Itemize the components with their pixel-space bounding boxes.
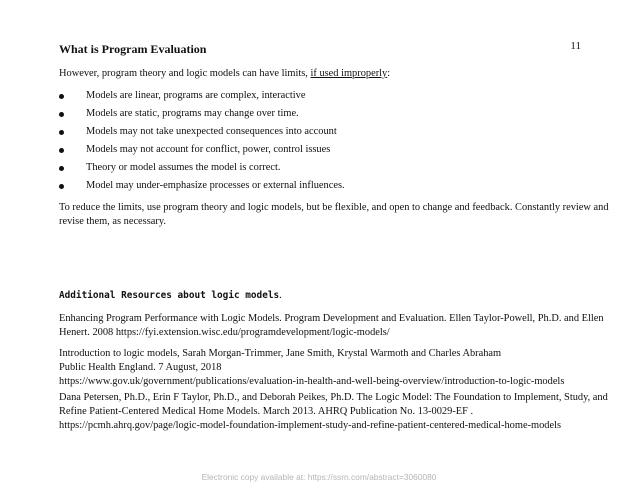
list-item-text: Model may under-emphasize processes or external influences. bbox=[86, 180, 345, 191]
reference-line: Enhancing Program Performance with Logic Models. Program Development and Evaluation. Ellen Taylor-Powell, Ph.D. and Ellen bbox=[59, 313, 604, 324]
list-item-text: Models may not account for conflict, power, control issues bbox=[86, 144, 331, 155]
reference-line: Dana Petersen, Ph.D., Erin F Taylor, Ph.D., and Deborah Peikes, Ph.D. The Logic Model: The Foundation to Implement, Study, and bbox=[59, 392, 608, 403]
intro-punct: : bbox=[387, 68, 391, 79]
reference-item bbox=[59, 347, 579, 389]
paragraph-line: To reduce the limits, use program theory and logic models, but be flexible, and open to change and feedback. Constantly review and bbox=[59, 202, 609, 213]
bullet-icon bbox=[59, 166, 64, 171]
bullet-icon bbox=[59, 112, 64, 117]
bullet-icon bbox=[59, 130, 64, 135]
list-item bbox=[59, 123, 579, 141]
reference-item bbox=[59, 312, 604, 340]
reference-line: Public Health England. 7 August, 2018 bbox=[59, 362, 222, 373]
paragraph-line: revise them, as necessary. bbox=[59, 216, 166, 227]
reference-line: Henert. 2008 https://fyi.extension.wisc.edu/programdevelopment/logic-models/ bbox=[59, 327, 390, 338]
list-item-text: Theory or model assumes the model is correct. bbox=[86, 162, 281, 173]
reference-line: Refine Patient-Centered Medical Home Models. March 2013. AHRQ Publication No. 13-0029-EF . bbox=[59, 406, 474, 417]
page-header bbox=[59, 40, 581, 58]
intro-text: However, program theory and logic models can have limits, bbox=[59, 68, 311, 79]
bullet-icon bbox=[59, 148, 64, 153]
reference-item bbox=[59, 391, 608, 433]
footer-watermark: Electronic copy available at: https://ssrn.com/abstract=3060080 bbox=[201, 472, 437, 482]
list-item bbox=[59, 105, 579, 123]
list-item-text: Models are linear, programs are complex, interactive bbox=[86, 90, 306, 101]
reference-line: Introduction to logic models, Sarah Morgan-Trimmer, Jane Smith, Krystal Warmoth and Charles Abraham bbox=[59, 348, 502, 359]
list-item bbox=[59, 159, 579, 177]
list-item bbox=[59, 141, 579, 159]
list-item bbox=[59, 177, 579, 195]
list-item-text: Models may not take unexpected consequences into account bbox=[86, 126, 337, 137]
bullet-icon bbox=[59, 184, 64, 189]
resources-heading-punct: . bbox=[279, 290, 282, 301]
limits-list bbox=[59, 87, 579, 195]
bullet-icon bbox=[59, 94, 64, 99]
list-item-text: Models are static, programs may change over time. bbox=[86, 108, 299, 119]
intro-paragraph bbox=[59, 67, 579, 81]
reduce-paragraph bbox=[59, 201, 609, 229]
reference-line: https://www.gov.uk/government/publications/evaluation-in-health-and-well-being-overview/introduction-to-logic-models bbox=[59, 376, 565, 387]
page-number: 11 bbox=[570, 40, 581, 52]
reference-line: https://pcmh.ahrq.gov/page/logic-model-foundation-implement-study-and-refine-patient-centered-medical-home-models bbox=[59, 420, 562, 431]
page-title: What is Program Evaluation bbox=[59, 42, 207, 56]
resources-heading bbox=[59, 290, 282, 301]
resources-heading-text: Additional Resources about logic models bbox=[59, 290, 280, 301]
list-item bbox=[59, 87, 579, 105]
intro-underlined-text: if used improperly bbox=[310, 68, 388, 79]
